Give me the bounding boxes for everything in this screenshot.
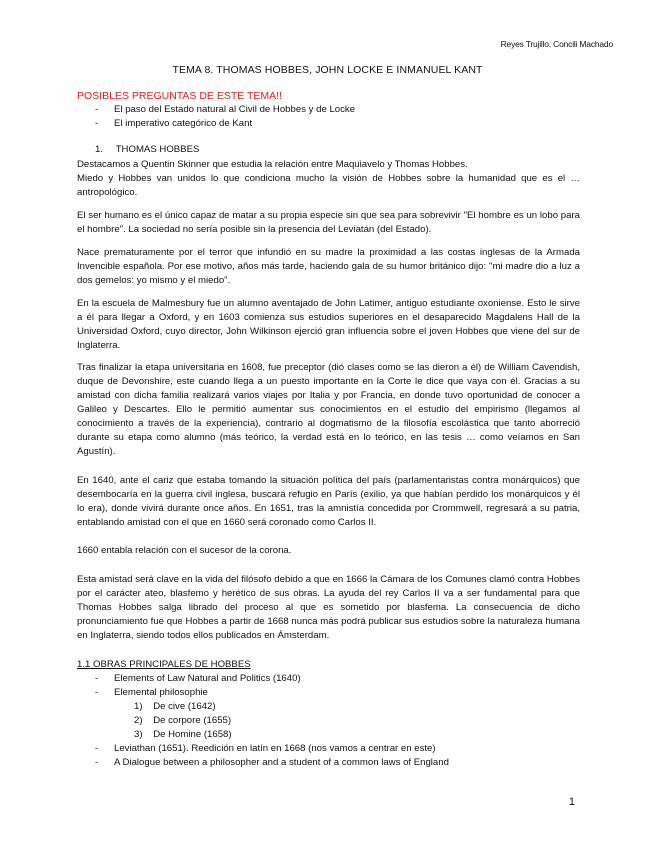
questions-heading: POSIBLES PREGUNTAS DE ESTE TEMA!! xyxy=(77,90,282,102)
question-text: El imperativo categórico de Kant xyxy=(114,118,253,129)
subitem-number: 1) xyxy=(134,701,143,712)
subitem-text: De Homine (1658) xyxy=(153,729,232,740)
works-text: Leviathan (1651). Reedición en latín en 1668 (nos vamos a centrar en este) xyxy=(114,743,436,754)
paragraph: Esta amistad será clave en la vida del filósofo debido a que en 1666 la Cámara de los Comunes clamó contra Hobbes por el carácter ateo, blasfemo y herético de sus obras. La ayuda del rey Carlos II va a ser fundamental para que Thomas Hobbes salga librado del proceso al que es sometido por blasfema. La consecuencia de dicho pronunciamiento fue que Hobbes a partir de 1668 nunca más podrá publicar sus estudios sobre la naturaleza humana en Inglaterra, siendo todos ellos publicados en Ámsterdam. xyxy=(77,574,580,641)
bullet-dash: - xyxy=(95,687,99,698)
paragraph: Nace prematuramente por el terror que infundió en su madre la proximidad a las costas inglesas de la Armada Invencible española. Por ese motivo, años más tarde, haciendo gala de su humor británico dijo: "mi madre dio a luz a dos gemelos: yo mismo y el miedo". xyxy=(77,247,580,286)
paragraph-line: Destacamos a Quentin Skinner que estudia la relación entre Maquiavelo y Thomas Hobbes. xyxy=(77,159,468,170)
paragraph: El ser humano es el único capaz de matar a su propia especie sin que sea para sobrevivir "El hombre es un lobo para el hombre". La sociedad no sería posible sin la presencia del Leviatán (del Estado). xyxy=(77,210,580,235)
section-number: 1. xyxy=(95,144,104,155)
works-subitem xyxy=(134,700,216,714)
bullet-dash: - xyxy=(95,743,99,754)
bullet-dash: - xyxy=(95,104,99,115)
paragraph-line: 1660 entabla relación con el sucesor de la corona. xyxy=(77,545,292,556)
paragraph: En la escuela de Malmesbury fue un alumno aventajado de John Latimer, antiguo estudiante oxoniense. Esto le sirve a él para llegar a Oxford, y en 1603 comienza sus estudios superiores en el desaparecido Magdalens Hall de la Universidad Oxford, cuyo director, John Wilkinson ejerció gran influencia sobre el joven Hobbes que viene del sur de Inglaterra. xyxy=(77,298,580,351)
works-subitem xyxy=(134,728,232,742)
section-title: THOMAS HOBBES xyxy=(115,144,200,155)
works-heading: 1.1 OBRAS PRINCIPALES DE HOBBES xyxy=(77,659,251,670)
works-subitem xyxy=(134,714,231,728)
running-header-author: Reyes Trujillo. Concili Machado xyxy=(500,39,613,49)
page-title: TEMA 8. THOMAS HOBBES, JOHN LOCKE E INMANUEL KANT xyxy=(172,64,483,76)
bullet-dash: - xyxy=(95,118,99,129)
subitem-number: 3) xyxy=(134,729,143,740)
paragraph: En 1640, ante el cariz que estaba tomando la situación política del país (parlamentaristas contra monárquicos) que desembocaría en la guerra civil inglesa, buscará refugio en París (exilio, ya que habían perdido los monárquicos y él lo era), donde vivirá durante once años. En 1651, tras la amnistía concedida por Crommwell, regresará a su patria, entablando amistad con el que en 1660 será coronado como Carlos II. xyxy=(77,475,580,528)
section-heading xyxy=(95,144,199,155)
question-text: El paso del Estado natural al Civil de Hobbes y de Locke xyxy=(114,104,356,115)
page-number: 1 xyxy=(568,796,575,808)
subitem-text: De corpore (1655) xyxy=(153,715,232,726)
subitem-number: 2) xyxy=(134,715,143,726)
works-text: Elements of Law Natural and Politics (1640) xyxy=(114,673,301,684)
bullet-dash: - xyxy=(95,673,99,684)
works-text: Elemental philosophie xyxy=(114,687,208,698)
bullet-dash: - xyxy=(95,757,99,768)
subitem-text: De cive (1642) xyxy=(153,701,216,712)
paragraph: Miedo y Hobbes van unidos lo que condiciona mucho la visión de Hobbes sobre la humanidad que es el … antropológico. xyxy=(77,173,580,198)
works-text: A Dialogue between a philosopher and a student of a common laws of England xyxy=(114,757,449,768)
paragraph: Tras finalizar la etapa universitaria en 1608, fue preceptor (dió clases como se las dieron a él) de William Cavendish, duque de Devonshire, este cuando llega a un puesto importante en la Corte le dice que vaya con él. Gracias a su amistad con dicha familia realizará varios viajes por Italia y por Francia, en donde tuvo oportunidad de conocer a Galileo y Descartes. Ello le permitió aumentar sus conocimientos en el estudio del empirismo (llegamos al conocimiento a través de la experiencia), contrario al dogmatismo de la filosofía escolástica que tanto aborreció durante su etapa como alumno (más teórico, la verdad está en lo teórico, en las tesis … como veíamos en San Agustín). xyxy=(77,362,580,457)
